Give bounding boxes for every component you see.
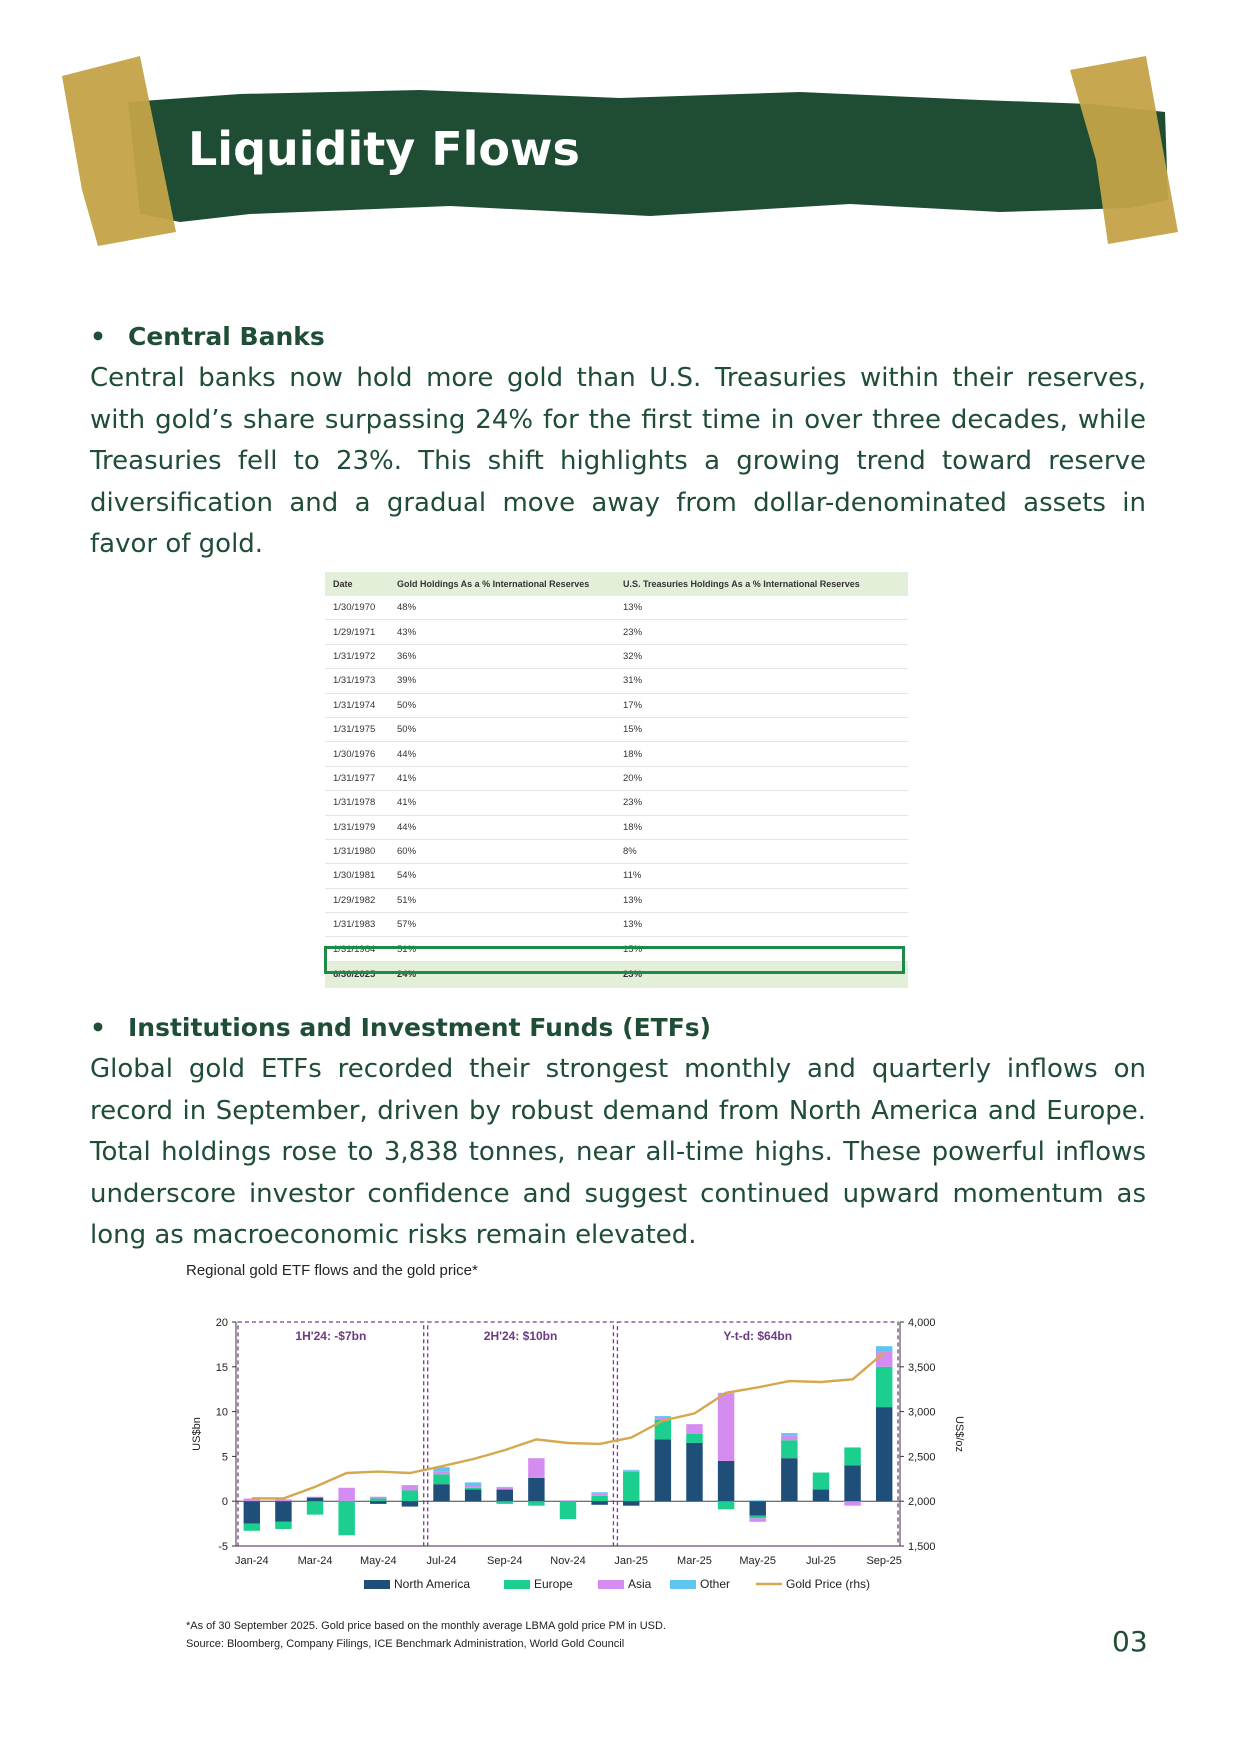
bar-other (781, 1433, 797, 1436)
bar-asia (686, 1424, 702, 1434)
cell-gold-pct: 57% (389, 913, 615, 937)
bar-north-america (370, 1501, 386, 1504)
cell-gold-pct: 50% (389, 693, 615, 717)
bar-other (465, 1482, 481, 1486)
cell-date: 1/31/1980 (325, 839, 389, 863)
x-tick-label: Sep-24 (487, 1555, 523, 1567)
cell-treasuries-pct: 13% (615, 888, 908, 912)
y2-tick-label: 1,500 (908, 1541, 936, 1553)
x-tick-label: Jan-25 (614, 1555, 649, 1567)
cell-date: 1/29/1982 (325, 888, 389, 912)
bar-asia (844, 1501, 860, 1505)
x-tick-label: Mar-24 (297, 1555, 333, 1567)
bar-other (497, 1487, 513, 1488)
cell-date: 1/30/1976 (325, 742, 389, 766)
legend-label: Gold Price (rhs) (786, 1577, 871, 1591)
bar-europe (370, 1499, 386, 1502)
bar-asia (591, 1493, 607, 1496)
legend-swatch (364, 1580, 390, 1589)
bar-europe (244, 1524, 260, 1531)
period-label: 1H'24: -$7bn (295, 1329, 367, 1343)
bar-other (655, 1416, 671, 1417)
cell-treasuries-pct: 23% (615, 620, 908, 644)
bar-other (876, 1346, 892, 1351)
central-banks-heading (90, 322, 325, 351)
y2-tick-label: 2,000 (908, 1496, 936, 1509)
x-tick-label: Nov-24 (550, 1555, 586, 1567)
bar-other (591, 1492, 607, 1493)
table-row (325, 839, 908, 863)
cell-gold-pct: 41% (389, 766, 615, 790)
bar-north-america (275, 1501, 291, 1522)
cell-date: 1/31/1984 (325, 937, 389, 961)
period-box (428, 1322, 614, 1546)
bar-other (402, 1485, 418, 1486)
cell-date: 1/30/1970 (325, 596, 389, 620)
y-tick-label: 0 (221, 1496, 228, 1509)
cell-treasuries-pct: 20% (615, 766, 908, 790)
table-row (325, 693, 908, 717)
bar-north-america (465, 1490, 481, 1502)
bar-europe (813, 1473, 829, 1490)
central-banks-heading-text: Central Banks (128, 322, 325, 351)
cell-treasuries-pct: 17% (615, 693, 908, 717)
bar-europe (402, 1490, 418, 1501)
legend-label: Europe (534, 1577, 573, 1591)
cell-treasuries-pct: 11% (615, 864, 908, 888)
bar-north-america (497, 1490, 513, 1502)
central-banks-paragraph: Central banks now hold more gold than U.S. Treasuries within their reserves, with gold’s share surpassing 24% for the first time in over three decades, while Treasuries fell to 23%. This shift highlights a growing trend toward reserve diversification and a gradual move away from dollar-denominated assets in favor of gold. (90, 363, 1146, 559)
cell-gold-pct: 51% (389, 937, 615, 961)
bar-north-america (623, 1501, 639, 1505)
x-tick-label: May-24 (359, 1555, 397, 1567)
bar-north-america (528, 1478, 544, 1501)
y2-axis-title: US$/oz (953, 1415, 965, 1453)
cell-treasuries-pct: 8% (615, 839, 908, 863)
cell-date: 1/31/1977 (325, 766, 389, 790)
bar-asia (370, 1497, 386, 1499)
cell-treasuries-pct: 13% (615, 913, 908, 937)
period-box (238, 1322, 424, 1546)
legend-swatch (598, 1580, 624, 1589)
cell-date: 1/31/1974 (325, 693, 389, 717)
bar-europe (307, 1501, 323, 1514)
cell-treasuries-pct: 18% (615, 742, 908, 766)
bar-north-america (402, 1501, 418, 1506)
bar-other (623, 1470, 639, 1471)
cell-gold-pct: 44% (389, 742, 615, 766)
bar-europe (781, 1440, 797, 1458)
bar-europe (528, 1501, 544, 1505)
etfs-heading (90, 1013, 711, 1042)
legend-label: Other (700, 1577, 731, 1591)
table-row (325, 888, 908, 912)
reserves-table-container (325, 572, 908, 988)
bar-north-america (591, 1501, 607, 1505)
y2-tick-label: 2,500 (908, 1451, 936, 1464)
bar-asia (307, 1497, 323, 1498)
bar-europe (560, 1501, 576, 1519)
cell-date: 1/31/1973 (325, 669, 389, 693)
cell-gold-pct: 43% (389, 620, 615, 644)
x-tick-label: May-25 (739, 1555, 777, 1567)
cell-gold-pct: 48% (389, 596, 615, 620)
cell-date: 1/31/1972 (325, 644, 389, 668)
bar-europe (686, 1434, 702, 1443)
table-row-highlight (325, 961, 908, 988)
bar-europe (876, 1367, 892, 1407)
bar-europe (433, 1474, 449, 1484)
bar-north-america (876, 1407, 892, 1501)
bar-north-america (655, 1439, 671, 1501)
bar-north-america (813, 1490, 829, 1502)
table-row (325, 791, 908, 815)
cell-treasuries-pct: 23% (615, 961, 908, 988)
table-row (325, 742, 908, 766)
header-banner (0, 0, 1242, 280)
bar-europe (591, 1496, 607, 1501)
legend-label: Asia (628, 1577, 652, 1591)
col-header-gold: Gold Holdings As a % International Reserves (389, 572, 615, 596)
cell-date: 1/31/1983 (325, 913, 389, 937)
bar-north-america (781, 1458, 797, 1501)
cell-date: 1/31/1979 (325, 815, 389, 839)
bar-europe (465, 1488, 481, 1490)
cell-treasuries-pct: 15% (615, 717, 908, 741)
bar-europe (718, 1501, 734, 1509)
chart-footnote: *As of 30 September 2025. Gold price based on the monthly average LBMA gold price PM in USD. (186, 1620, 666, 1632)
cell-treasuries-pct: 23% (615, 791, 908, 815)
cell-gold-pct: 39% (389, 669, 615, 693)
etfs-heading-text: Institutions and Investment Funds (ETFs) (128, 1013, 712, 1042)
bar-europe (623, 1472, 639, 1502)
cell-gold-pct: 24% (389, 961, 615, 988)
col-header-treasuries: U.S. Treasuries Holdings As a % International Reserves (615, 572, 908, 596)
y-tick-label: 20 (215, 1317, 228, 1329)
cell-treasuries-pct: 32% (615, 644, 908, 668)
bar-asia (718, 1394, 734, 1461)
bar-asia (560, 1500, 576, 1501)
y2-tick-label: 3,000 (908, 1406, 936, 1419)
bar-asia (433, 1472, 449, 1475)
cell-date: 1/31/1975 (325, 717, 389, 741)
bar-asia (528, 1458, 544, 1478)
cell-gold-pct: 51% (389, 888, 615, 912)
chart-source: Source: Bloomberg, Company Filings, ICE Benchmark Administration, World Gold Council (186, 1638, 625, 1650)
bar-asia (623, 1471, 639, 1472)
etf-flows-chart (186, 1300, 1016, 1640)
x-tick-label: Sep-25 (866, 1555, 902, 1567)
bullet: • (90, 1013, 106, 1042)
cell-gold-pct: 44% (389, 815, 615, 839)
bar-north-america (307, 1498, 323, 1502)
bar-north-america (686, 1443, 702, 1501)
legend-swatch (670, 1580, 696, 1589)
legend-label: North America (394, 1577, 471, 1591)
etfs-paragraph: Global gold ETFs recorded their strongest monthly and quarterly inflows on record in September, driven by robust demand from North America and Europe. Total holdings rose to 3,838 tonnes, near all-time highs. These powerful inflows underscore investor confidence and suggest continued upward momentum as long as macroeconomic risks remain elevated. (90, 1054, 1146, 1250)
bullet: • (90, 322, 106, 351)
bar-europe (338, 1501, 354, 1535)
bar-asia (497, 1488, 513, 1490)
y-tick-label: 5 (221, 1451, 228, 1464)
cell-gold-pct: 60% (389, 839, 615, 863)
page-number: 03 (1112, 1625, 1148, 1658)
y-tick-label: 10 (215, 1406, 228, 1419)
cell-date: 1/29/1971 (325, 620, 389, 644)
bar-europe (275, 1522, 291, 1529)
cell-gold-pct: 36% (389, 644, 615, 668)
y-axis-title: US$bn (191, 1417, 203, 1451)
cell-gold-pct: 50% (389, 717, 615, 741)
cell-treasuries-pct: 13% (615, 596, 908, 620)
chart-title: Regional gold ETF flows and the gold price* (186, 1262, 478, 1279)
table-row (325, 620, 908, 644)
y-tick-label: 15 (215, 1361, 228, 1374)
table-row (325, 815, 908, 839)
period-label: 2H'24: $10bn (483, 1329, 558, 1343)
table-header-row (325, 572, 908, 596)
table-row (325, 644, 908, 668)
bar-europe (749, 1516, 765, 1519)
cell-date: 1/30/1981 (325, 864, 389, 888)
col-header-date: Date (325, 572, 389, 596)
bar-north-america (749, 1501, 765, 1515)
bar-north-america (244, 1501, 260, 1523)
cell-treasuries-pct: 18% (615, 815, 908, 839)
y2-tick-label: 4,000 (908, 1317, 936, 1329)
bar-asia (749, 1518, 765, 1522)
table-row (325, 913, 908, 937)
cell-date: 6/30/2025 (325, 961, 389, 988)
bar-asia (781, 1436, 797, 1440)
table-row (325, 937, 908, 961)
bar-north-america (433, 1484, 449, 1501)
bar-north-america (844, 1465, 860, 1501)
reserves-table-body (325, 596, 908, 988)
tape-left (62, 56, 176, 246)
cell-gold-pct: 54% (389, 864, 615, 888)
x-tick-label: Mar-25 (677, 1555, 712, 1567)
bar-europe (844, 1447, 860, 1465)
y2-tick-label: 3,500 (908, 1361, 936, 1374)
x-tick-label: Jul-25 (805, 1555, 836, 1567)
bar-asia (338, 1488, 354, 1501)
bar-north-america (718, 1461, 734, 1501)
table-row (325, 596, 908, 620)
page-title: Liquidity Flows (188, 122, 580, 176)
table-row (325, 717, 908, 741)
table-row (325, 669, 908, 693)
legend-swatch (504, 1580, 530, 1589)
x-tick-label: Jul-24 (426, 1555, 457, 1567)
bar-europe (497, 1501, 513, 1504)
table-row (325, 766, 908, 790)
bar-other (749, 1500, 765, 1501)
y-tick-label: -5 (218, 1541, 228, 1553)
cell-treasuries-pct: 31% (615, 669, 908, 693)
cell-gold-pct: 41% (389, 791, 615, 815)
bar-asia (465, 1486, 481, 1488)
table-row (325, 864, 908, 888)
x-tick-label: Jan-24 (234, 1555, 269, 1567)
reserves-table (325, 572, 908, 988)
cell-treasuries-pct: 15% (615, 937, 908, 961)
period-label: Y-t-d: $64bn (723, 1329, 793, 1343)
bar-asia (402, 1486, 418, 1490)
cell-date: 1/31/1978 (325, 791, 389, 815)
